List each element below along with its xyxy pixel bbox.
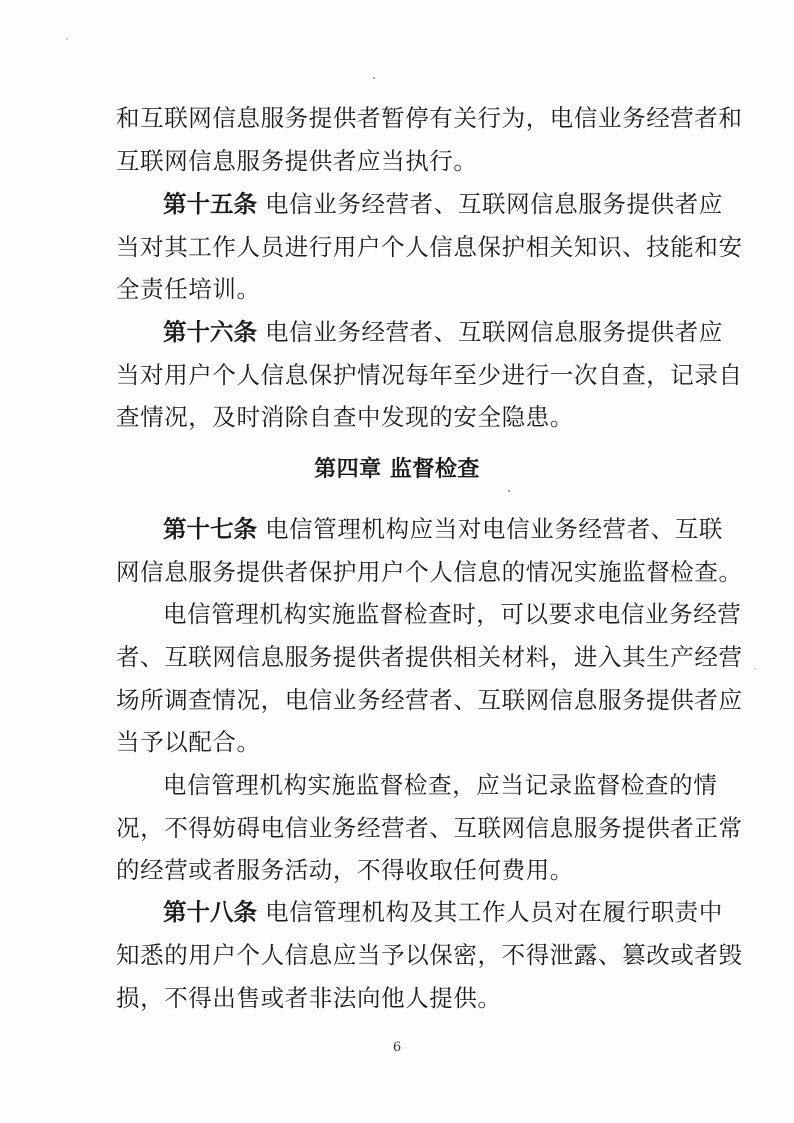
text-line: 当对用户个人信息保护情况每年至少进行一次自查，记录自: [116, 361, 743, 389]
article-15-text: 电信业务经营者、互联网信息服务提供者应: [265, 190, 723, 218]
article-17-label: 第十七条: [163, 515, 257, 543]
article-17-line: [163, 515, 723, 543]
scan-speck: [66, 38, 68, 40]
text-line: 况，不得妨碍电信业务经营者、互联网信息服务提供者正常: [116, 814, 743, 842]
text-line: 电信管理机构实施监督检查时，可以要求电信业务经营: [163, 600, 742, 628]
text-line: 损，不得出售或者非法向他人提供。: [116, 984, 502, 1012]
text-line: 互联网信息服务提供者应当执行。: [116, 147, 478, 175]
text-line: 全责任培训。: [116, 275, 261, 303]
scan-speck: [373, 77, 375, 79]
text-line: 和互联网信息服务提供者暂停有关行为，电信业务经营者和: [116, 104, 743, 132]
text-line: 者、互联网信息服务提供者提供相关材料，进入其生产经营: [116, 643, 743, 671]
article-17-text: 电信管理机构应当对电信业务经营者、互联: [265, 515, 723, 543]
article-15-line: [163, 190, 723, 218]
article-16-label: 第十六条: [163, 318, 257, 346]
scan-speck: [508, 490, 510, 492]
page-number: 6: [392, 1040, 402, 1055]
text-line: 的经营或者服务活动，不得收取任何费用。: [116, 856, 574, 884]
text-line: 网信息服务提供者保护用户个人信息的情况实施监督检查。: [116, 558, 743, 586]
text-line: 当对其工作人员进行用户个人信息保护相关知识、技能和安: [116, 233, 743, 261]
article-16-line: [163, 318, 723, 346]
article-18-line: [163, 898, 723, 926]
article-18-label: 第十八条: [163, 898, 257, 926]
text-line: 电信管理机构实施监督检查，应当记录监督检查的情: [163, 771, 718, 799]
article-15-label: 第十五条: [163, 190, 257, 218]
text-line: 查情况，及时消除自查中发现的安全隐患。: [116, 403, 574, 431]
scan-speck: [754, 668, 756, 670]
chapter-heading: 第四章 监督检查: [314, 457, 480, 482]
text-line: 当予以配合。: [116, 728, 261, 756]
article-18-text: 电信管理机构及其工作人员对在履行职责中: [265, 898, 723, 926]
text-line: 场所调查情况，电信业务经营者、互联网信息服务提供者应: [116, 686, 743, 714]
text-line: 知悉的用户个人信息应当予以保密，不得泄露、篡改或者毁: [116, 941, 743, 969]
article-16-text: 电信业务经营者、互联网信息服务提供者应: [265, 318, 723, 346]
